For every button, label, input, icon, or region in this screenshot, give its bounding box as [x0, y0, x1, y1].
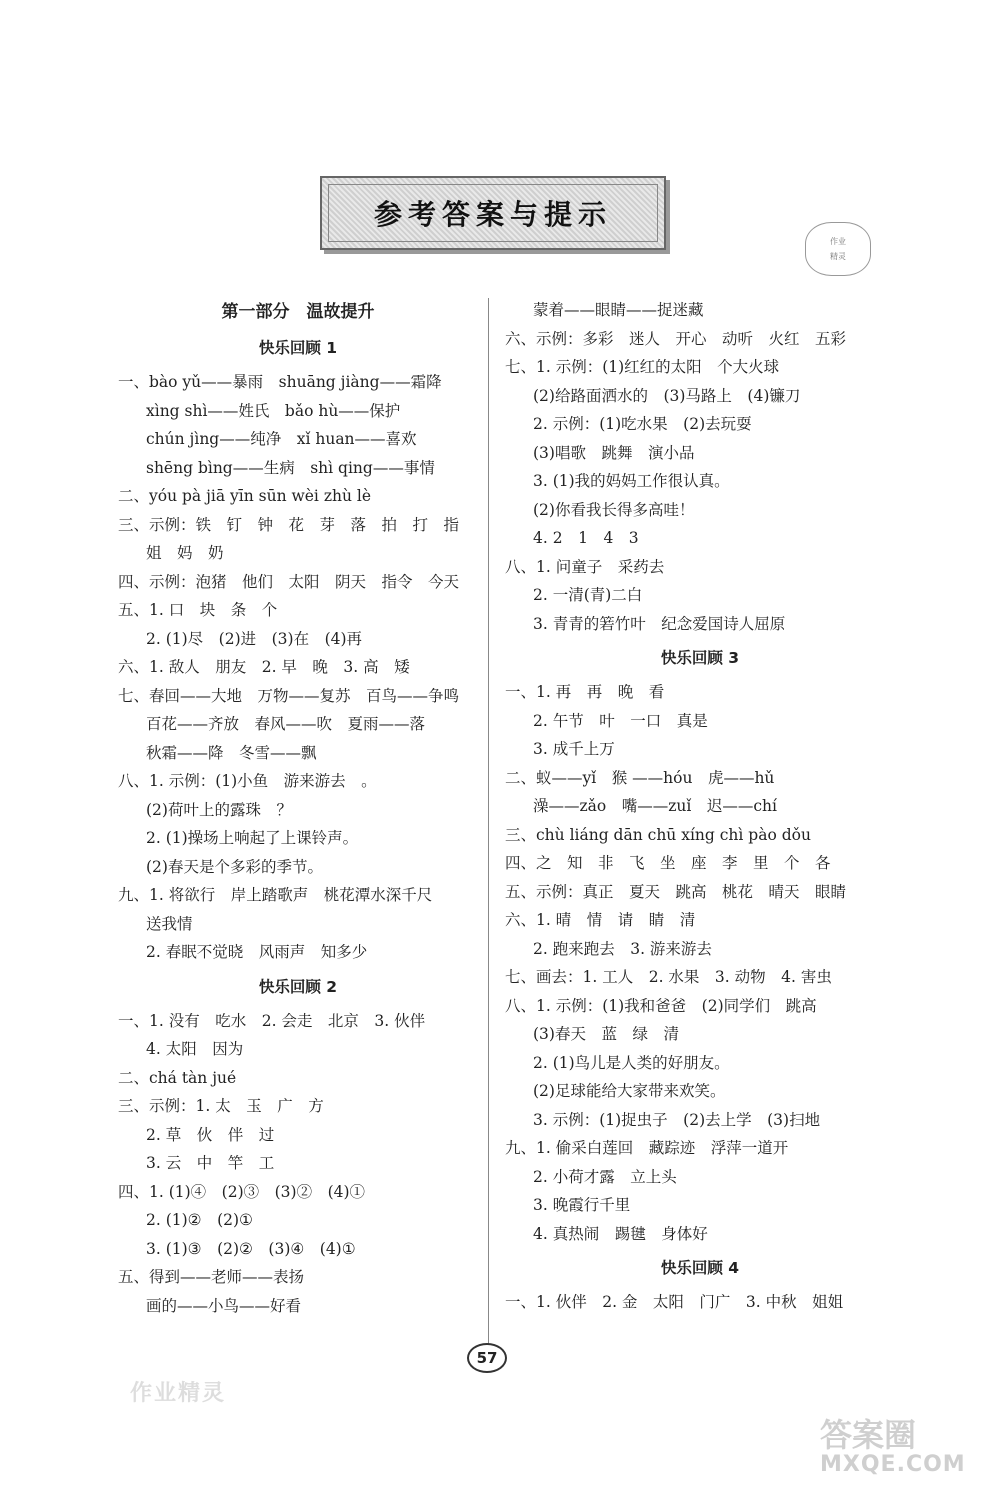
answer-line: 一、1. 没有 吃水 2. 会走 北京 3. 伙伴	[118, 1011, 426, 1030]
answer-line: 六、示例：多彩 迷人 开心 动听 火红 五彩	[505, 329, 847, 348]
answer-line: 3. (1)我的妈妈工作很认真。	[533, 472, 730, 490]
answer-line: 六、1. 敌人 朋友 2. 早 晚 3. 高 矮	[118, 658, 410, 676]
answer-line: 七、画去：1. 工人 2. 水果 3. 动物 4. 害虫	[505, 968, 832, 986]
answer-line: 三、chù liáng dān chū xíng chì pào dǒu	[505, 825, 811, 844]
answer-line: 3. 青青的箬竹叶 纪念爱国诗人屈原	[533, 614, 786, 633]
answer-line: 3. 成千上万	[533, 740, 615, 758]
watermark-url: MXQE.COM	[820, 1452, 966, 1477]
answer-line: 澡——zǎo 嘴——zuǐ 迟——chí	[533, 797, 777, 815]
answer-line: 二、chá tàn jué	[118, 1068, 237, 1087]
answer-line: (3)唱歌 跳舞 演小品	[533, 443, 695, 462]
answer-line: 2. 午节 叶 一口 真是	[533, 711, 708, 730]
stamp-bottom-text: 精灵	[830, 252, 846, 261]
answer-line: 4. 真热闹 踢毽 身体好	[533, 1224, 708, 1243]
answer-line: 2. 示例：(1)吃水果 (2)去玩耍	[533, 415, 752, 433]
stamp-top-text: 作业	[830, 237, 846, 246]
page-title: 参考答案与提示	[373, 198, 612, 231]
page-number: 57	[467, 1343, 507, 1373]
answer-line: (2)你看我长得多高哇！	[533, 500, 695, 519]
answer-line: 2. (1)鸟儿是人类的好朋友。	[533, 1053, 730, 1072]
answer-line: shēng bìng——生病 shì qing——事情	[146, 458, 435, 477]
answer-line: (2)春天是个多彩的季节。	[146, 857, 323, 876]
answer-line: 4. 2 1 4 3	[533, 529, 639, 547]
section-heading: 快乐回顾 1	[258, 339, 338, 357]
left-column	[118, 296, 478, 1320]
answer-line: (3)春天 蓝 绿 清	[533, 1025, 679, 1043]
page-number-badge	[452, 1340, 522, 1376]
answer-line: 2. (1)操场上响起了上课铃声。	[146, 829, 359, 847]
answer-line: 3. (1)③ (2)② (3)④ (4)①	[146, 1239, 356, 1258]
watermark-left: 作业精灵	[130, 1381, 227, 1406]
answer-line: 2. 一清(青)二白	[533, 586, 643, 604]
answer-line: 3. 晚霞行千里	[533, 1196, 631, 1214]
answer-line: 送我情	[146, 914, 193, 933]
answer-line: 一、1. 再 再 晚 看	[505, 683, 665, 701]
answer-line: 3. 示例：(1)捉虫子 (2)去上学 (3)扫地	[533, 1110, 821, 1129]
answer-line: xìng shì——姓氏 bǎo hù——保护	[146, 401, 401, 420]
column-divider	[488, 298, 489, 1370]
answer-line: 五、1. 口 块 条 个	[118, 601, 278, 619]
answer-line: 蒙着——眼睛——捉迷藏	[533, 301, 704, 319]
answer-line: 2. 跑来跑去 3. 游来游去	[533, 939, 712, 958]
answer-line: 二、蚁——yǐ 猴 ——hóu 虎——hǔ	[505, 768, 775, 787]
answer-line: 七、春回——大地 万物——复苏 百鸟——争鸣	[118, 686, 460, 705]
answer-line: 八、1. 问童子 采药去	[505, 557, 665, 576]
answer-line: 秋霜——降 冬雪——飘	[146, 743, 317, 762]
answer-line: 四、之 知 非 飞 坐 座 李 里 个 各	[505, 854, 831, 872]
answer-line: 四、1. (1)④ (2)③ (3)② (4)①	[118, 1182, 366, 1201]
answer-line: 2. (1)② (2)①	[146, 1211, 253, 1229]
answer-line: 一、bào yǔ——暴雨 shuāng jiàng——霜降	[118, 373, 442, 391]
answer-line: 2. 春眠不觉晓 风雨声 知多少	[146, 943, 368, 961]
answer-line: 2. (1)尽 (2)进 (3)在 (4)再	[146, 629, 363, 648]
answer-line: (2)给路面洒水的 (3)马路上 (4)镰刀	[533, 386, 801, 405]
section-heading: 快乐回顾 3	[660, 649, 740, 667]
title-banner	[320, 176, 666, 250]
answer-line: 八、1. 示例：(1)我和爸爸 (2)同学们 跳高	[505, 996, 817, 1015]
answer-line: 三、示例：铁 钉 钟 花 芽 落 拍 打 指	[118, 515, 460, 534]
stamp-logo	[805, 222, 871, 276]
answer-line: (2)荷叶上的露珠 ？	[146, 800, 292, 819]
answer-line: chún jìng——纯净 xǐ huan——喜欢	[146, 430, 417, 448]
answer-line: 3. 云 中 竿 工	[146, 1154, 275, 1172]
answer-line: 四、示例：泡猪 他们 太阳 阴天 指令 今天	[118, 572, 460, 591]
answer-line: 八、1. 示例：(1)小鱼 游来游去 。	[118, 772, 377, 790]
answer-line: 2. 草 伙 伴 过	[146, 1125, 275, 1144]
section-heading: 第一部分 温故提升	[221, 302, 375, 322]
right-column	[505, 296, 895, 1317]
answer-line: 五、得到——老师——表扬	[118, 1268, 305, 1286]
answer-line: 九、1. 偷采白莲回 藏踪迹 浮萍一道开	[505, 1139, 789, 1157]
answer-line: 百花——齐放 春风——吹 夏雨——落	[146, 715, 426, 733]
answer-line: 姐 妈 奶	[146, 544, 224, 562]
answer-line: 2. 小荷才露 立上头	[533, 1167, 677, 1186]
answer-line: 九、1. 将欲行 岸上踏歌声 桃花潭水深千尺	[118, 886, 433, 904]
watermark-logo: 答案圈	[820, 1416, 917, 1454]
answer-line: 五、示例：真正 夏天 跳高 桃花 晴天 眼睛	[505, 882, 847, 901]
section-heading: 快乐回顾 2	[258, 977, 338, 996]
answer-line: (2)足球能给大家带来欢笑。	[533, 1082, 726, 1100]
answer-line: 三、示例：1. 太 玉 广 方	[118, 1097, 324, 1115]
answer-line: 二、yóu pà jiā yīn sūn wèi zhù lè	[118, 487, 372, 505]
answer-line: 一、1. 伙伴 2. 金 太阳 门广 3. 中秋 姐姐	[505, 1293, 844, 1311]
section-heading: 快乐回顾 4	[660, 1259, 740, 1277]
answer-line: 画的——小鸟——好看	[146, 1296, 302, 1315]
answer-line: 七、1. 示例：(1)红红的太阳 个大火球	[505, 358, 780, 376]
answer-line: 4. 太阳 因为	[146, 1040, 244, 1058]
answer-line: 六、1. 晴 情 请 睛 清	[505, 911, 696, 929]
